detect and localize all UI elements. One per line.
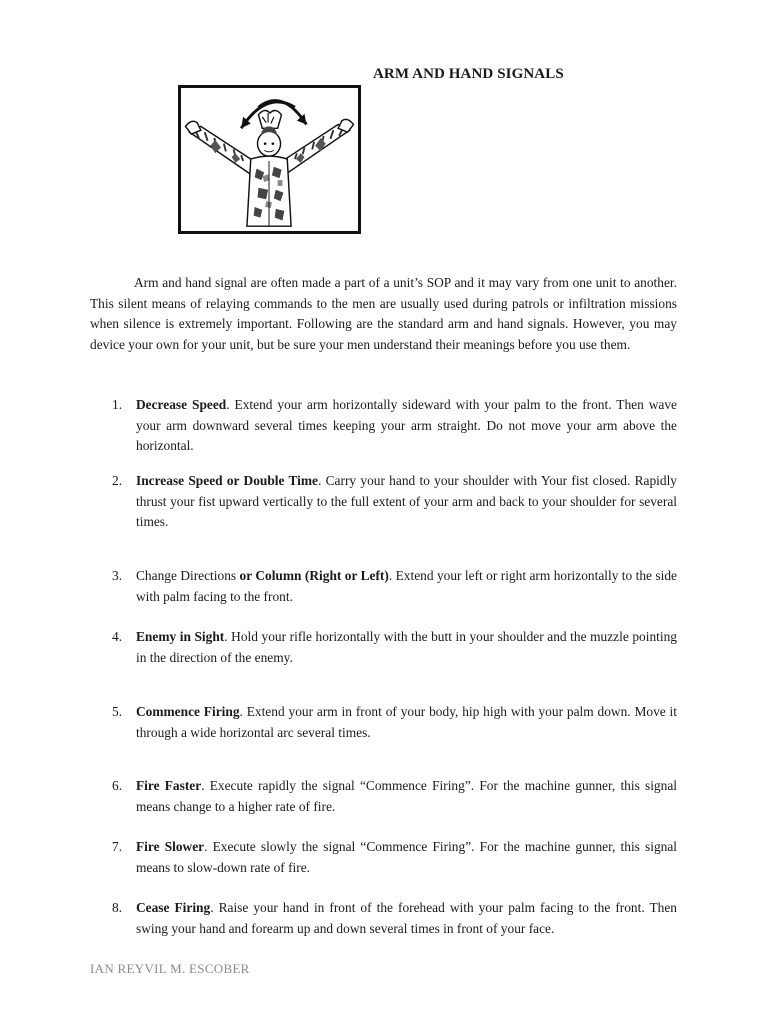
item-term: Commence Firing [136, 704, 240, 719]
item-number: 1. [112, 397, 123, 412]
item-text: . Execute slowly the signal “Commence Firing”. For the machine gunner, this signal means to slow-down rate of fire. [136, 839, 678, 875]
list-item [112, 898, 677, 939]
item-text: . Execute rapidly the signal “Commence Firing”. For the machine gunner, this signal means change to a higher rate of fire. [136, 778, 677, 814]
list-item [112, 566, 677, 607]
item-term: Increase Speed or Double Time [136, 473, 318, 488]
item-text: . Extend your arm in front of your body, hip high with your palm down. Move it through a wide horizontal arc several times. [136, 704, 677, 740]
list-item [112, 395, 677, 457]
page-title: ARM AND HAND SIGNALS [373, 66, 564, 82]
item-number: 3. [112, 568, 123, 583]
item-term: Decrease Speed [136, 397, 227, 412]
item-term: Cease Firing [136, 900, 211, 915]
item-number: 8. [112, 900, 123, 915]
list-item [112, 776, 677, 817]
item-text: . Extend your arm horizontally sideward with your palm to the front. Then wave your arm downward several times keeping your arm straight. Do not move your arm above the horizontal. [136, 397, 677, 454]
item-text: . Raise your hand in front of the forehead with your palm facing to the front. Then swing your hand and forearm up and down several times in front of your face. [136, 900, 677, 936]
list-item [112, 471, 677, 533]
item-text: . Hold your rifle horizontally with the butt in your shoulder and the muzzle pointing in the direction of the enemy. [136, 629, 677, 665]
list-item [112, 837, 677, 878]
item-number: 7. [112, 839, 123, 854]
arm-signal-illustration [178, 85, 361, 234]
list-item [112, 702, 677, 743]
list-item [112, 627, 677, 668]
item-text: . Extend your left or right arm horizontally to the side with palm facing to the front. [136, 568, 677, 604]
item-text: . Carry your hand to your shoulder with Your fist closed. Rapidly thrust your fist upward vertically to the full extent of your arm and back to your shoulder for several times. [136, 473, 677, 530]
item-number: 5. [112, 704, 123, 719]
item-term: or Column (Right or Left) [239, 568, 389, 583]
item-number: 2. [112, 473, 123, 488]
item-text: Change Directions [136, 568, 240, 583]
intro-text: Arm and hand signal are often made a part of a unit’s SOP and it may vary from one unit to another. This silent means of relaying commands to the men are usually used during patrols or infiltration missions when silence is extremely important. Following are the standard arm and hand signals. However, you may device your own for your unit, but be sure your men understand their meanings before you use them. [90, 275, 677, 352]
item-term: Fire Slower [136, 839, 205, 854]
item-number: 4. [112, 629, 123, 644]
intro-paragraph [90, 273, 677, 355]
item-term: Enemy in Sight [136, 629, 225, 644]
author-footer: IAN REYVIL M. ESCOBER [90, 961, 250, 976]
item-number: 6. [112, 778, 123, 793]
item-term: Fire Faster [136, 778, 202, 793]
